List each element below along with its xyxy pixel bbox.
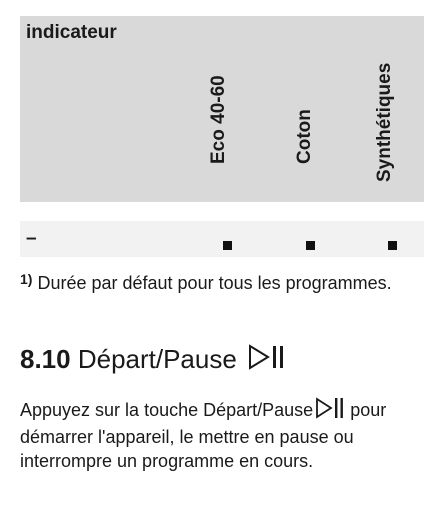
- indicator-marker-coton: [306, 241, 315, 250]
- footnote-marker: 1): [20, 271, 33, 287]
- section-number: 8.10: [20, 344, 71, 374]
- section-heading: [20, 344, 286, 377]
- play-pause-icon: [248, 344, 286, 377]
- indicator-table: [20, 16, 424, 257]
- column-header-eco: Eco 40-60: [208, 75, 229, 164]
- footnote-text: Durée par défaut pour tous les programmes.: [32, 273, 392, 293]
- column-header-coton: Coton: [294, 109, 315, 164]
- section-title-text: Départ/Pause: [70, 344, 237, 374]
- instruction-text-start: Appuyez sur la touche Départ/Pause: [20, 400, 314, 420]
- instruction-paragraph: [20, 397, 430, 473]
- row-label: –: [26, 228, 37, 249]
- footnote: [20, 267, 430, 295]
- table-header-label: indicateur: [26, 22, 117, 43]
- indicator-marker-eco: [223, 241, 232, 250]
- column-header-synthetiques: Synthétiques: [374, 62, 395, 182]
- play-pause-icon: [315, 397, 345, 425]
- table-row: [20, 221, 424, 257]
- indicator-marker-synthetiques: [388, 241, 397, 250]
- instruction-text-end: pour démarrer l'appareil, le mettre en pause ou interrompre un programme en cours.: [20, 400, 387, 471]
